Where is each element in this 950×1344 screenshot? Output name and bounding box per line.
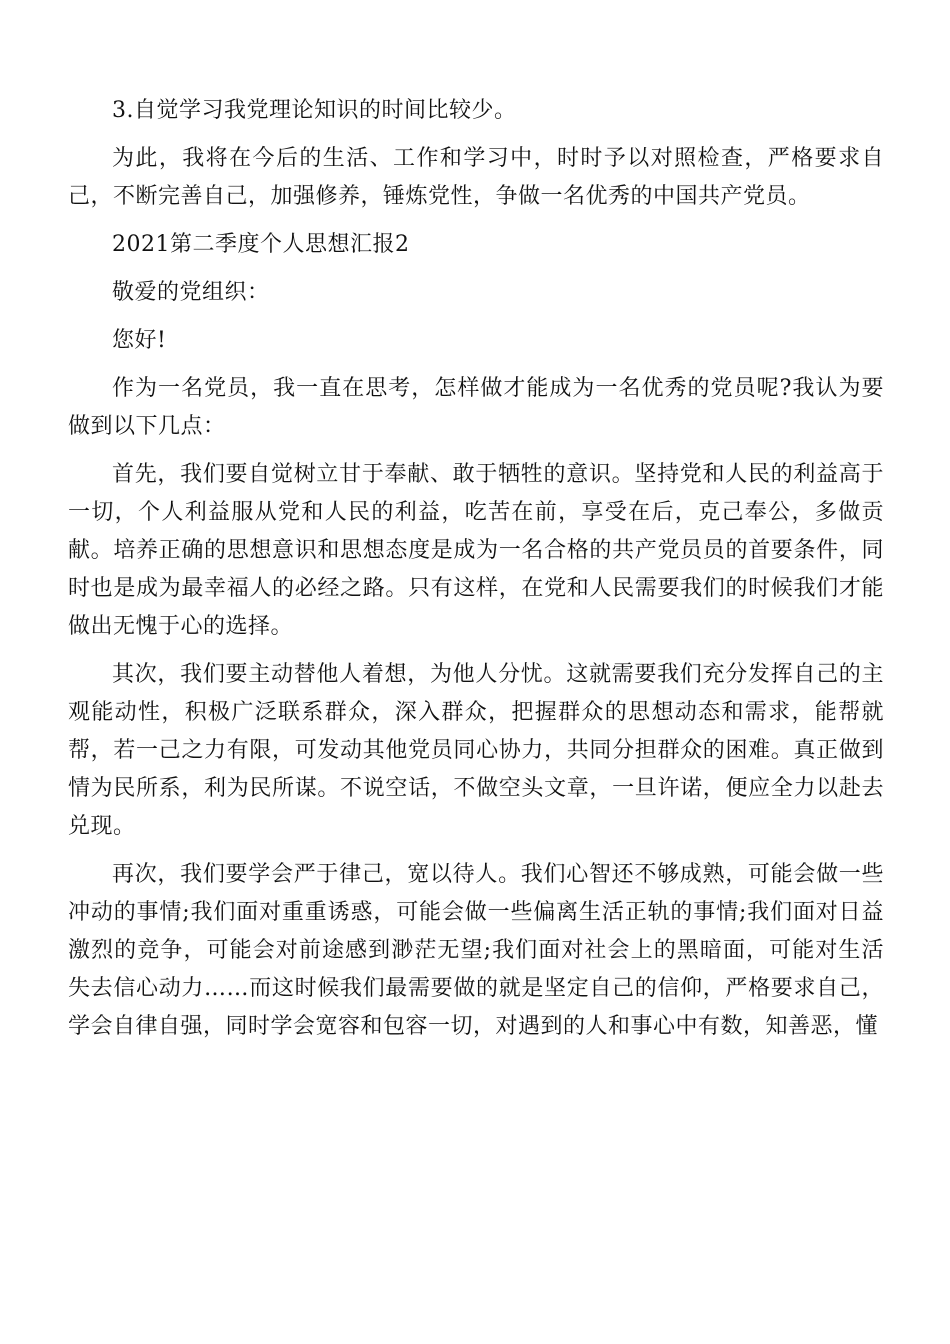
document-page (68, 92, 884, 1056)
paragraph-study-time: 3.自觉学习我党理论知识的时间比较少。 (112, 98, 517, 123)
salutation: 敬爱的党组织： (112, 280, 270, 305)
paragraph-question: 作为一名党员，我一直在思考，怎样做才能成为一名优秀的党员呢?我认为要做到以下几点： (68, 376, 884, 439)
paragraph-first-point: 首先，我们要自觉树立甘于奉献、敢于牺牲的意识。坚持党和人民的利益高于一切，个人利益服从党和人民的利益，吃苦在前，享受在后，克己奉公，多做贡献。培养正确的思想意识和思想态度是成为一名合格的共产党员员的首要条件，同时也是成为最幸福人的必经之路。只有这样，在党和人民需要我们的时候我们才能做出无愧于心的选择。 (68, 462, 884, 639)
paragraph-self-improvement: 为此，我将在今后的生活、工作和学习中，时时予以对照检查，严格要求自己，不断完善自己，加强修养，锤炼党性，争做一名优秀的中国共产党员。 (68, 146, 884, 209)
paragraph-second-point: 其次，我们要主动替他人着想，为他人分忧。这就需要我们充分发挥自己的主观能动性，积极广泛联系群众，深入群众，把握群众的思想动态和需求，能帮就帮，若一己之力有限，可发动其他党员同心协力，共同分担群众的困难。真正做到情为民所系，利为民所谋。不说空话，不做空头文章，一旦许诺，便应全力以赴去兑现。 (68, 662, 884, 839)
greeting: 您好! (112, 328, 167, 353)
report-title: 2021第二季度个人思想汇报2 (112, 232, 410, 257)
paragraph-third-point: 再次，我们要学会严于律己，宽以待人。我们心智还不够成熟，可能会做一些冲动的事情;我们面对重重诱惑，可能会做一些偏离生活正轨的事情;我们面对日益激烈的竞争，可能会对前途感到渺茫无望;我们面对社会上的黑暗面，可能对生活失去信心动力……而这时候我们最需要做的就是坚定自己的信仰，严格要求自己，学会自律自强，同时学会宽容和包容一切，对遇到的人和事心中有数，知善恶，懂 (68, 862, 884, 1039)
